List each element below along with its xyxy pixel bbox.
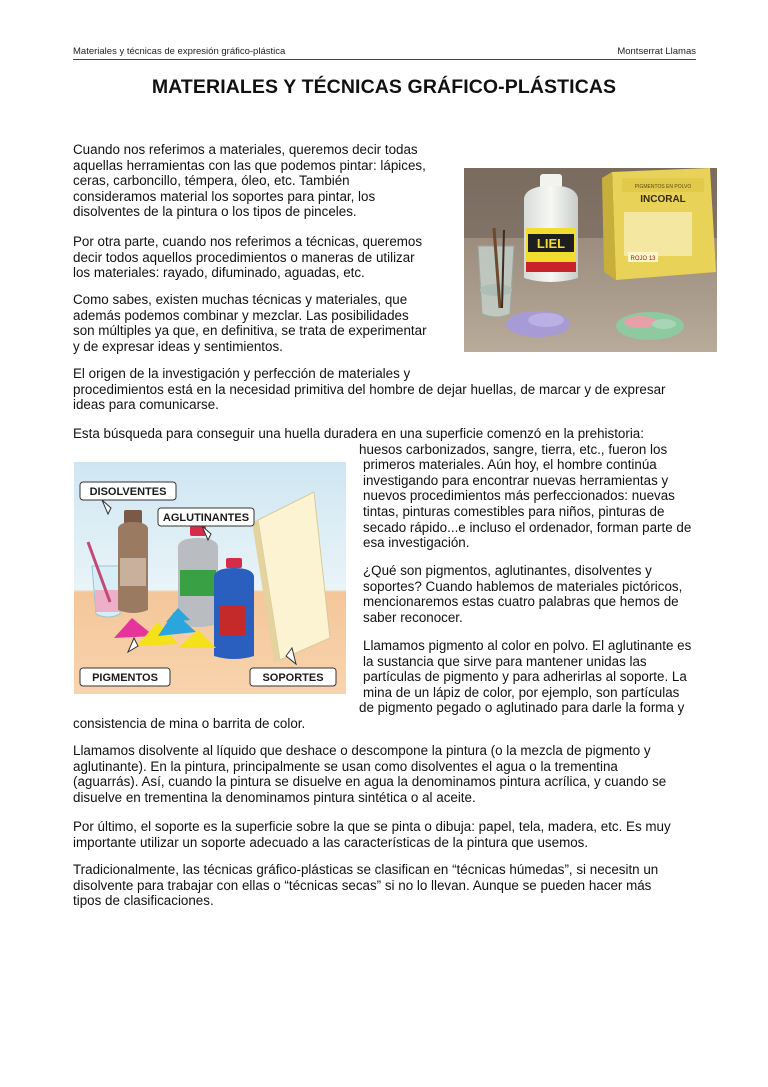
text-line: Por último, el soporte es la superficie sobre la que se pinta o dibuja: papel, tela, madera, etc. Es muy xyxy=(73,819,671,834)
label-soportes: SOPORTES xyxy=(262,672,324,684)
paragraph-solvent xyxy=(73,743,666,805)
header-document-title: Materiales y técnicas de expresión gráfico-plástica xyxy=(73,46,286,57)
text-line: investigando para encontrar nuevas herramientas y xyxy=(363,472,669,488)
header-author: Montserrat Llamas xyxy=(617,46,696,57)
page-header xyxy=(73,46,696,60)
text-line: tintas, pinturas comestibles para niños, pinturas de xyxy=(363,503,665,519)
text-line: soportes? Cuando hablemos de materiales pictóricos, xyxy=(363,578,683,594)
text-line: (aguarrás). Así, cuando la pintura se disuelve en agua la denominamos pintura acrílica, y cuando se xyxy=(73,774,667,790)
text-line: además podemos combinar y mezclar. Las posibilidades xyxy=(73,307,409,323)
text-line: mencionaremos estas cuatro palabras que hemos de xyxy=(363,594,679,610)
text-line: los materiales: rayado, difuminado, aguadas, etc. xyxy=(73,265,365,281)
text-line: primeros materiales. Aún hoy, el hombre continúa xyxy=(363,457,657,473)
paragraph-support xyxy=(73,819,671,850)
text-line: la sustancia que sirve para mantener unidas las xyxy=(363,653,647,669)
page-title: MATERIALES Y TÉCNICAS GRÁFICO-PLÁSTICAS xyxy=(151,76,617,98)
paragraph-classification xyxy=(73,862,658,909)
text-line: Llamamos pigmento al color en polvo. El aglutinante es xyxy=(363,638,692,653)
label-disolventes: DISOLVENTES xyxy=(89,486,167,498)
text-line: Esta búsqueda para conseguir una huella duradera en una superficie comenzó en la prehistoria: xyxy=(73,426,644,441)
paragraph-combinations xyxy=(73,292,427,354)
text-line: son múltiples ya que, en definitiva, se trata de experimentar xyxy=(73,323,427,339)
box-brand: INCORAL xyxy=(640,194,686,205)
text-line: Tradicionalmente, las técnicas gráfico-plásticas se clasifican en “técnicas húmedas”, si necesitn un xyxy=(73,862,659,877)
text-line: ceras, carboncillo, témpera, óleo, etc. También xyxy=(73,173,350,189)
paragraph-four-words xyxy=(363,563,682,625)
text-line: importante utilizar un soporte adecuado a las características de la pintura que usemos. xyxy=(73,834,589,850)
text-line: partículas de pigmento y para adherirlas al soporte. La xyxy=(363,669,687,685)
text-line: Por otra parte, cuando nos referimos a técnicas, queremos xyxy=(73,234,423,249)
text-line: aquellas herramientas con las que podemos pintar: lápices, xyxy=(73,157,426,173)
text-line: Como sabes, existen muchas técnicas y materiales, que xyxy=(73,292,408,307)
text-line: huesos carbonizados, sangre, tierra, etc., fueron los xyxy=(359,441,668,457)
text-line: esa investigación. xyxy=(363,535,470,551)
text-line: aglutinante). En la pintura, principalmente se usan como disolventes el agua o la trementina xyxy=(73,758,618,774)
text-line: disolvente para trabajar con ellas o “técnicas secas” si no lo llevan. Aunque se pueden hacer más xyxy=(73,877,652,893)
text-line: tipos de clasificaciones. xyxy=(73,893,214,909)
text-line: saber reconocer. xyxy=(363,609,463,625)
illustration-art xyxy=(74,462,346,694)
label-aglutinantes: AGLUTINANTES xyxy=(162,512,250,524)
text-line: ¿Qué son pigmentos, aglutinantes, disolventes y xyxy=(363,563,652,578)
text-line: y de expresar ideas y sentimientos. xyxy=(73,338,283,354)
bottle-label: LIEL xyxy=(536,236,566,251)
text-line: consideramos material los soportes para pintar, los xyxy=(73,188,376,204)
paragraph-origin xyxy=(73,366,665,413)
box-color-name: ROJO 13 xyxy=(630,256,656,262)
text-line: disuelve en trementina la denominamos pintura sintética o al aceite. xyxy=(73,789,476,805)
paragraph-techniques xyxy=(73,234,422,281)
text-line: mina de un lápiz de color, por ejemplo, son partículas xyxy=(363,684,680,700)
text-line: ideas para comunicarse. xyxy=(73,397,219,413)
materials-photo xyxy=(464,168,717,352)
text-line: Llamamos disolvente al líquido que deshace o descompone la pintura (o la mezcla de pigmento y xyxy=(73,743,651,758)
text-line: decir todos aquellos procedimientos o maneras de utilizar xyxy=(73,249,415,265)
text-line: nuevos procedimientos más perfeccionados: nuevas xyxy=(363,488,675,504)
text-line: secado rápido...e incluso el ordenador, forman parte de xyxy=(363,519,692,535)
label-pigmentos: PIGMENTOS xyxy=(92,672,158,684)
text-line: El origen de la investigación y perfección de materiales y xyxy=(73,366,411,381)
text-line: de pigmento pegado o aglutinado para darle la forma y xyxy=(359,700,685,716)
pictorial-materials-illustration xyxy=(74,462,346,694)
materials-photo-art xyxy=(464,168,717,352)
text-line: disolventes de la pintura o los tipos de pinceles. xyxy=(73,204,357,220)
text-line: procedimientos está en la necesidad primitiva del hombre de dejar huellas, de marcar y de expresar xyxy=(73,381,666,397)
paragraph-materials xyxy=(73,142,426,220)
box-subtitle: PIGMENTOS EN POLVO xyxy=(634,184,692,190)
text-line: Cuando nos referimos a materiales, queremos decir todas xyxy=(73,142,418,157)
text-line: consistencia de mina o barrita de color. xyxy=(73,715,306,731)
